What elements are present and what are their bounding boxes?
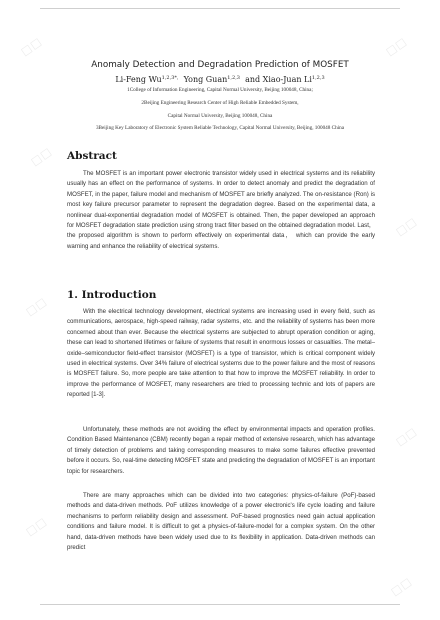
author-line bbox=[0, 75, 440, 84]
author-name: and Xiao-Juan Li bbox=[245, 75, 312, 84]
affiliation-line: 1College of Information Engineering, Capital Normal University, Beijing 100048, China; bbox=[127, 87, 313, 93]
affiliation-line: Capital Normal University, Beijing 100048, China bbox=[167, 113, 273, 119]
author-affil-marker: 1,2,3*, bbox=[161, 75, 179, 81]
watermark-mark: □□ bbox=[28, 144, 55, 169]
body-paragraph: There are many approaches which can be divided into two categories: physics-of-failure (PoF)-based methods and data-driven methods. PoF utilizes knowledge of a power electronic's life cycle loading and failure mechanisms to perform reliability design and assessment. PoF-based prognostics need gain actual application conditions and failure model. It is difficult to get a physics-of-failure-model for a complex system. On the other hand, data-driven methods have been widely used due to its flexibility in application. Data-driven methods can predict bbox=[67, 492, 375, 552]
watermark-mark: □□ bbox=[383, 34, 410, 59]
watermark-mark: □□ bbox=[23, 294, 50, 319]
header-rule bbox=[40, 8, 400, 9]
watermark-mark: □□ bbox=[18, 34, 45, 59]
author-name: Li-Feng Wu bbox=[115, 75, 162, 84]
affiliation-line: 2Beijing Engineering Research Center of High Reliable Embedded System, bbox=[141, 100, 299, 106]
affiliation-line: 3Beijing Key Laboratory of Electronic System Reliable Technology, Capital Normal University, Beijing, 100048 China bbox=[95, 125, 345, 131]
author-affil-marker: 1,2,3 bbox=[227, 75, 240, 81]
watermark-mark: □□ bbox=[388, 574, 415, 599]
section-heading-introduction: 1. Introduction bbox=[67, 289, 157, 301]
author-name: Yong Guan bbox=[183, 75, 228, 84]
paper-title: Anomaly Detection and Degradation Prediction of MOSFET bbox=[91, 60, 349, 70]
abstract-paragraph: The MOSFET is an important power electronic transistor widely used in electrical systems and its reliability usually has an effect on the performance of systems. In order to detect anomaly and predict the degradation of MOSFET, in the paper, failure model and mechanism of MOSFET are briefly analyzed. The on-resistance (Ron) is most key failure precursor parameter to represent the degradation degree. Based on the experimental data, a nonlinear dual-exponential degradation model of MOSFET is obtained. Then, the paper developed an approach for MOSFET degradation state prediction using strong tract filter based on the obtained degradation model. Last， the proposed algorithm is shown to perform effectively on experimental data， which can provide the early warning and enhance the reliability of electrical systems. bbox=[67, 170, 375, 250]
body-paragraph: With the electrical technology development, electrical systems are increasing used in every field, such as communications, aerospace, high-speed railway, radar systems, etc. and the reliability of systems has been more concerned about than ever. Because the electrical systems are subjected to abrupt operation condition or aging, these can lead to shortened lifetimes or failure of systems that result in enormous losses or casualties. The metal–oxide–semiconductor field-effect transistor (MOSFET) is a type of transistor, which is critical component widely used in electrical systems. Over 34% failure of electrical systems due to the power failure and the most of reasons is MOSFET failure. So, more people are take attention to that how to improve the MOSFET reliability. In order to improve the performance of MOSFET, many researchers are tried to processing technic and lots of papers are reported [1-3]. bbox=[67, 308, 375, 399]
abstract-heading: Abstract bbox=[67, 150, 117, 162]
author-affil-marker: 1,2,3 bbox=[311, 75, 325, 81]
watermark-mark: □□ bbox=[23, 514, 50, 539]
watermark-mark: □□ bbox=[393, 424, 420, 449]
body-paragraph: Unfortunately, these methods are not avoiding the effect by environmental impacts and operation profiles. Condition Based Maintenance (CBM) recently began a repair method of extensive research, which has advantage of timely detection of problems and taking corresponding measures to make some failures effective prevented before it occurs. So, real-time detecting MOSFET state and predicting the degradation of MOSFET is an important topic for researchers. bbox=[67, 426, 375, 475]
footer-rule bbox=[40, 604, 400, 605]
watermark-mark: □□ bbox=[393, 214, 420, 239]
